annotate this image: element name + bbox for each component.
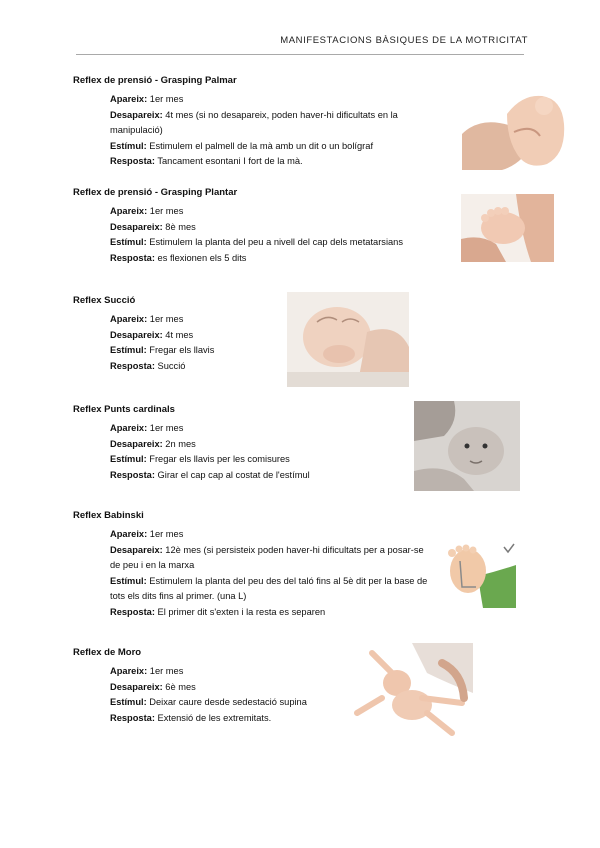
photo-babinski-reflex (438, 541, 516, 608)
row-estimul: Estímul: Estimulem la planta del peu a nivell del cap dels metatarsians (110, 237, 404, 247)
row-estimul: Estímul: Estimulem el palmell de la mà amb un dit o un bolígraf (110, 140, 374, 151)
row-desapareix: Desapareix: 4t mes (si no desapareix, poden haver-hi dificultats en la manipulació) (110, 109, 398, 135)
row-resposta: Resposta: es flexionen els 5 dits (110, 252, 247, 263)
section-punts-cardinals (73, 404, 433, 483)
row-estimul: Estímul: Fregar els llavis (110, 345, 215, 355)
row-resposta: Resposta: Succió (110, 360, 186, 371)
row-desapareix: Desapareix: 8è mes (110, 221, 196, 232)
row-estimul: Estímul: Fregar els llavis per les comisures (110, 454, 290, 464)
section-title: Reflex Babinski (73, 510, 144, 521)
section-title: Reflex Punts cardinals (73, 404, 175, 415)
row-resposta: Resposta: Tancament esontani I fort de la mà. (110, 156, 303, 166)
row-desapareix: Desapareix: 6è mes (110, 681, 196, 692)
section-title: Reflex de prensió - Grasping Palmar (73, 75, 237, 86)
section-babinski (73, 510, 433, 620)
photo-moro-reflex (352, 643, 473, 739)
row-estimul: Estímul: Deixar caure desde sedestació supina (110, 697, 307, 707)
row-desapareix: Desapareix: 2n mes (110, 438, 196, 449)
section-title: Reflex Succió (73, 295, 136, 306)
row-apareix: Apareix: 1er mes (110, 206, 184, 216)
row-apareix: Apareix: 1er mes (110, 94, 184, 104)
row-apareix: Apareix: 1er mes (110, 423, 184, 433)
section-grasping-palmar (73, 75, 433, 170)
photo-sucking-reflex (287, 292, 409, 387)
row-estimul: Estímul: Estimulem la planta del peu des del taló fins al 5è dit per la base de tots els dits fins al primer. (una L) (110, 575, 428, 601)
row-resposta: Resposta: Girar el cap cap al costat de l'estímul (110, 469, 310, 480)
row-apareix: Apareix: 1er mes (110, 314, 184, 324)
row-resposta: Resposta: Extensió de les extremitats. (110, 712, 272, 723)
header-divider (76, 54, 524, 55)
row-resposta: Resposta: El primer dit s'exten i la resta es separen (110, 606, 326, 617)
section-grasping-plantar (73, 187, 433, 266)
row-desapareix: Desapareix: 12è mes (si persisteix poden haver-hi dificultats per a posar-se de peu i en la marxa (110, 544, 424, 570)
photo-palmar-grasp (462, 84, 568, 170)
section-title: Reflex de Moro (73, 647, 142, 658)
row-desapareix: Desapareix: 4t mes (110, 329, 194, 340)
photo-rooting-reflex (414, 401, 520, 491)
row-apareix: Apareix: 1er mes (110, 666, 184, 676)
section-title: Reflex de prensió - Grasping Plantar (73, 187, 238, 198)
photo-plantar-grasp (461, 194, 554, 262)
row-apareix: Apareix: 1er mes (110, 529, 184, 539)
page-header-title: MANIFESTACIONS BÀSIQUES DE LA MOTRICITAT (280, 35, 528, 46)
